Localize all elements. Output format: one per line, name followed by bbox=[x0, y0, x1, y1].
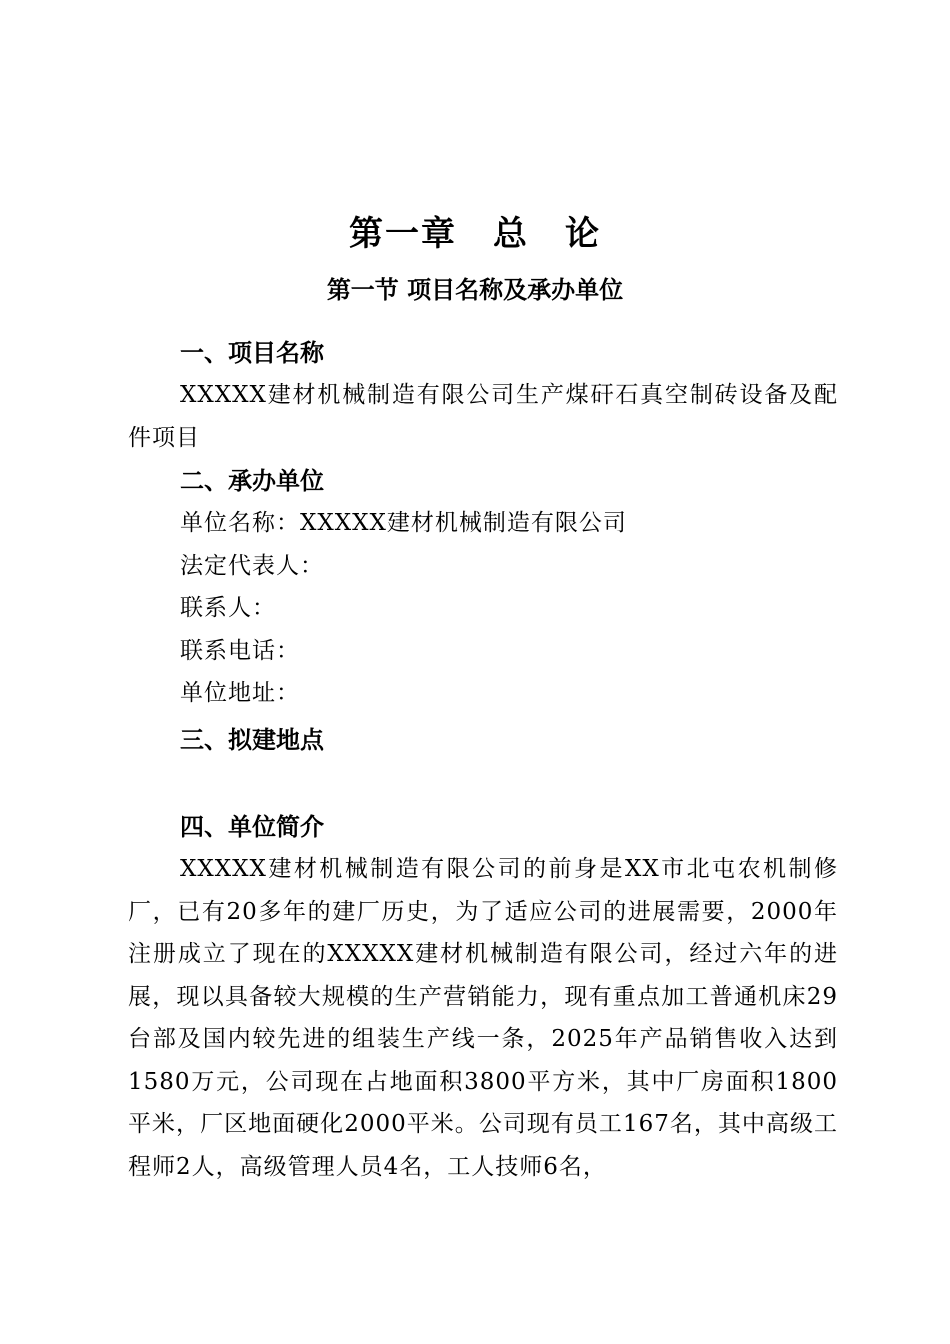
project-name-heading: 一、项目名称 bbox=[180, 338, 324, 367]
site-section bbox=[128, 719, 838, 761]
chapter-title: 第一章 总 论 bbox=[349, 214, 601, 254]
project-name-text: XXXXX建材机械制造有限公司生产煤矸石真空制砖设备及配件项目 bbox=[128, 382, 838, 451]
contact-field: 联系人： bbox=[180, 595, 276, 621]
site-heading: 三、拟建地点 bbox=[180, 725, 324, 754]
intro-heading: 四、单位简介 bbox=[180, 812, 324, 841]
phone-field: 联系电话： bbox=[180, 637, 300, 664]
intro-text: XXXXX建材机械制造有限公司的前身是XX市北屯农机制修厂，已有20多年的建厂历史，为了适应公司的进展需要，2000年注册成立了现在的XXXXX建材机械制造有限公司，经过六年的进展，现以具备较大规模的生产营销能力，现有重点加工普通机床29台部及国内较先进的组装生产线一条，2025年产品销售收入达到1580万元，公司现在占地面积3800平方米，其中厂房面积1800平米，厂区地面硬化2000平米。公司现有员工167名，其中高级工程师2人，高级管理人员4名，工人技师6名， bbox=[128, 856, 838, 1180]
unit-name-field: 单位名称：XXXXX建材机械制造有限公司 bbox=[180, 510, 627, 536]
project-name-section bbox=[128, 332, 838, 459]
legal-rep-field: 法定代表人： bbox=[180, 552, 324, 579]
intro-section bbox=[128, 806, 838, 1188]
organizer-section bbox=[128, 460, 838, 715]
organizer-heading: 二、承办单位 bbox=[180, 466, 324, 495]
section-title: 第一节 项目名称及承办单位 bbox=[326, 275, 624, 304]
address-field: 单位地址： bbox=[180, 680, 300, 706]
